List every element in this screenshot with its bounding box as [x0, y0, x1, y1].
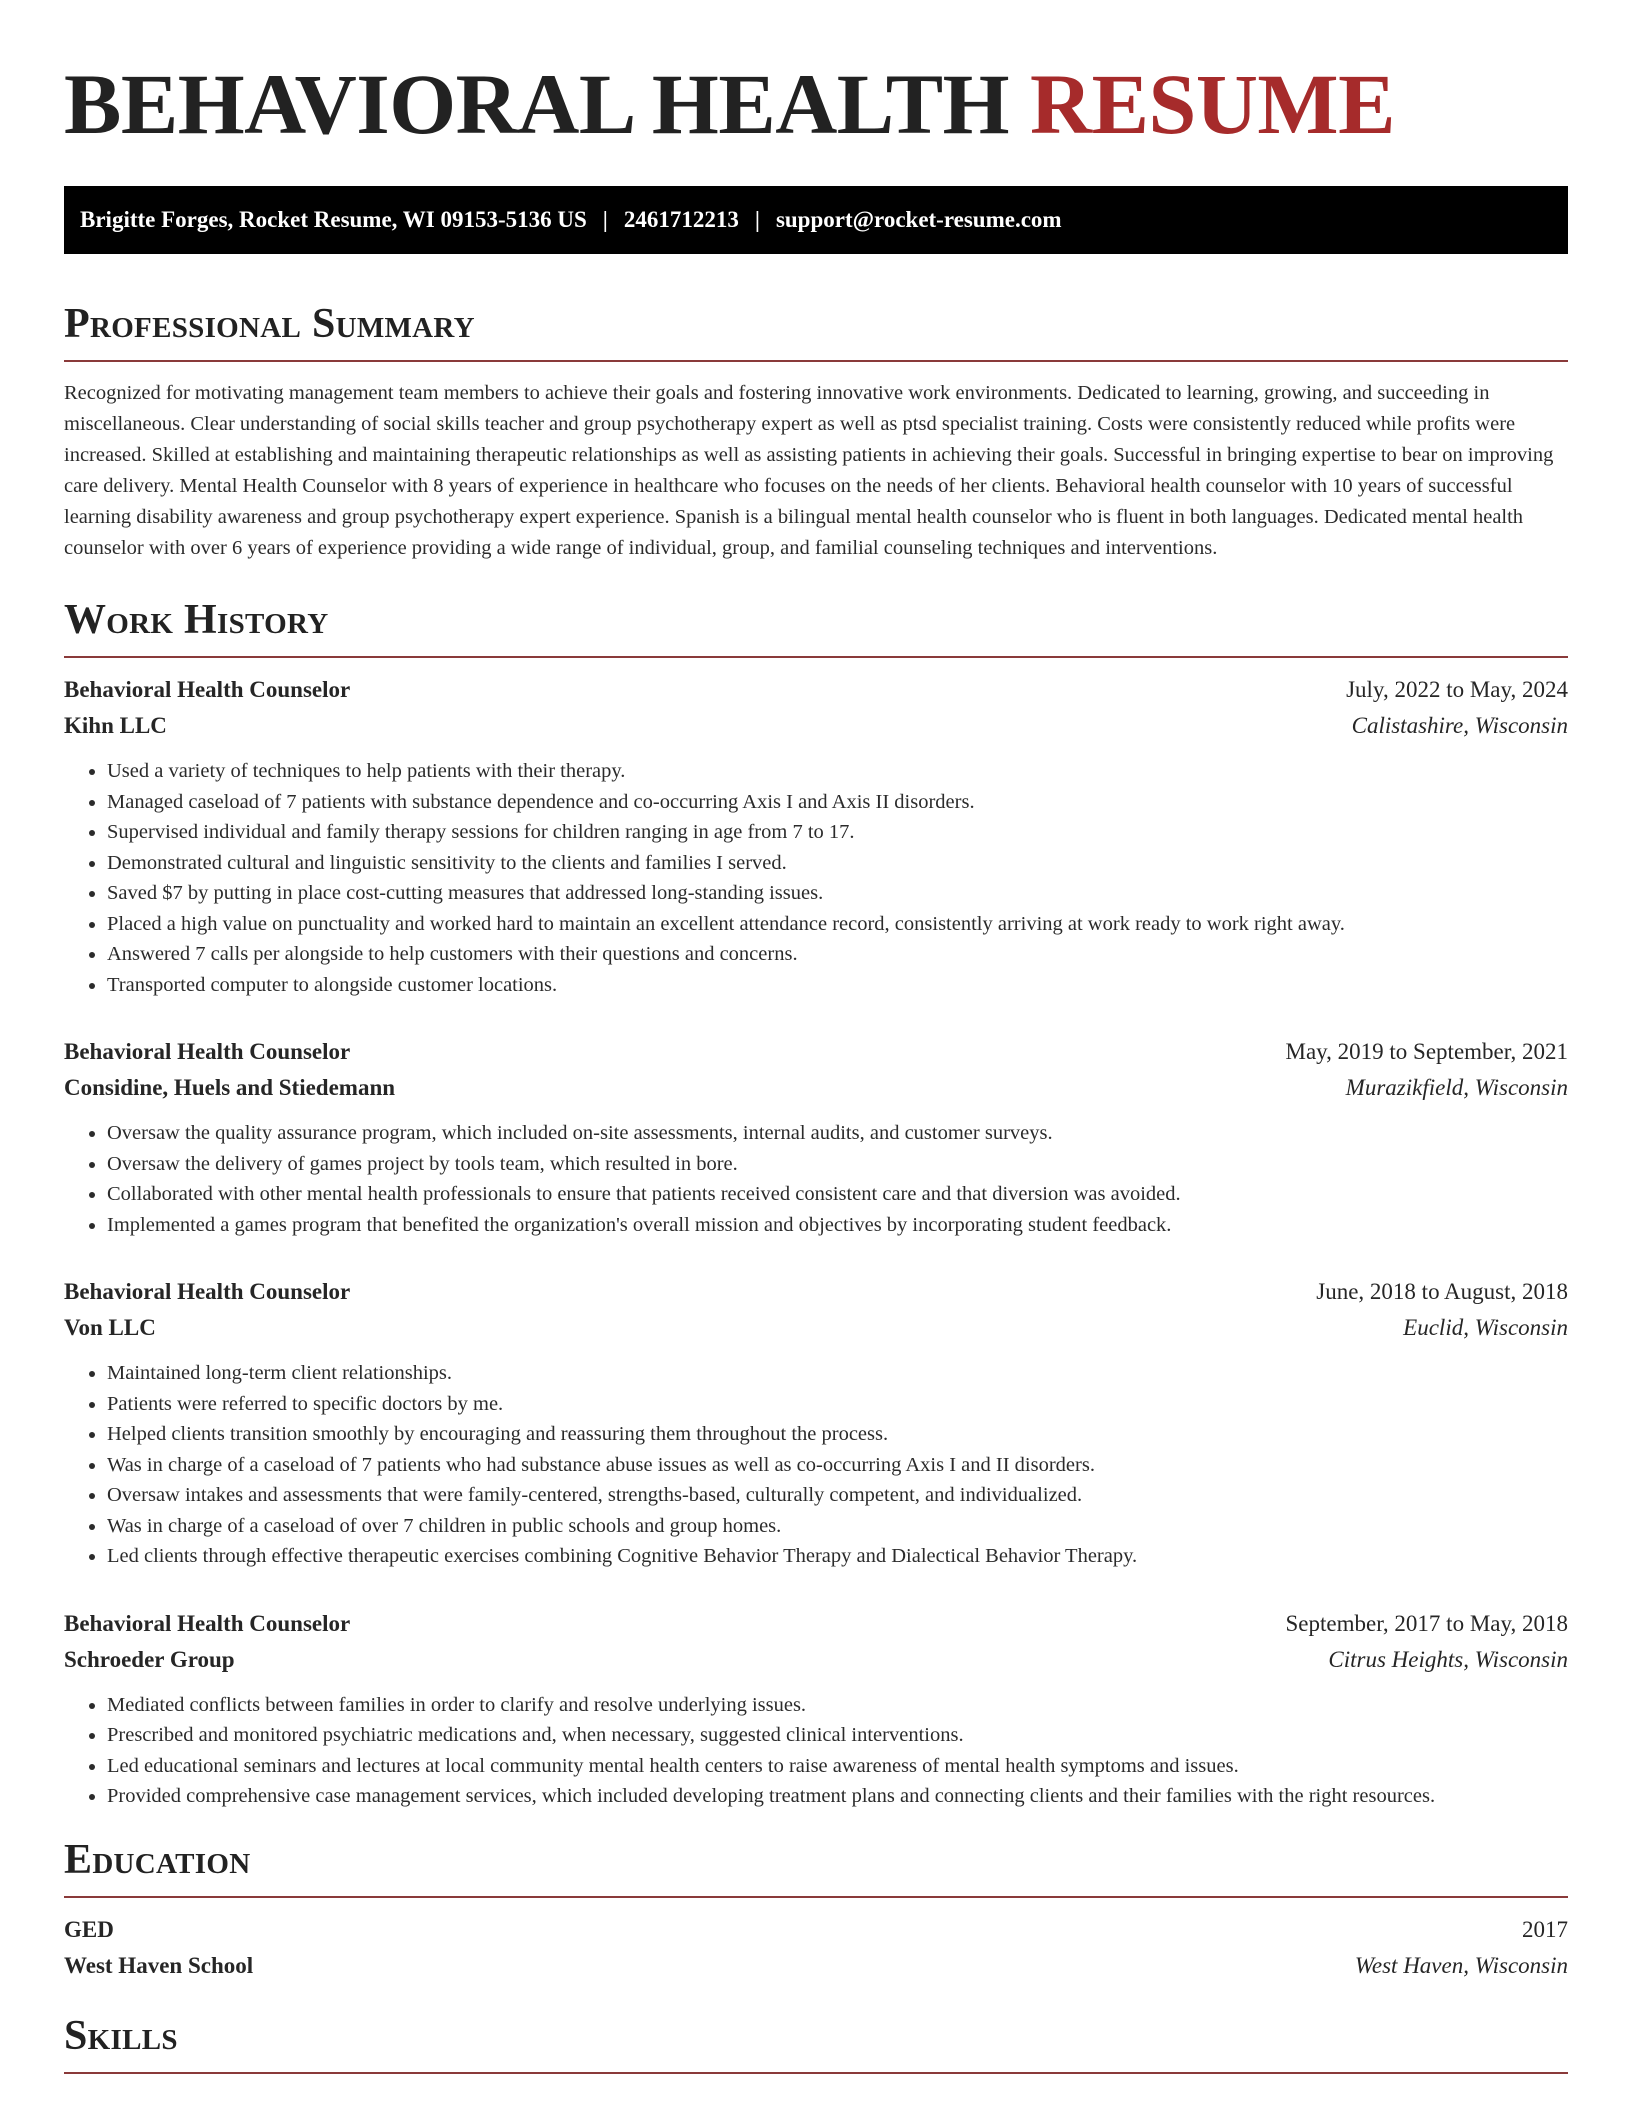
- job-company-row: [64, 1070, 1568, 1106]
- job-title: Behavioral Health Counselor: [64, 1610, 351, 1636]
- job-title: Behavioral Health Counselor: [64, 677, 351, 702]
- contact-separator: |: [754, 207, 760, 232]
- job-bullet: • Managed caseload of 7 patients with substance dependence and co-occurring Axis I and Axis II disorders.: [107, 787, 1568, 818]
- job-bullet: • Implemented a games program that benefited the organization's overall mission and objectives by incorporating student feedback.: [107, 1210, 1568, 1241]
- job-entry: [64, 1274, 1568, 1572]
- job-bullet: • Was in charge of a caseload of 7 patients who had substance abuse issues as well as co-occurring Axis I and II disorders.: [107, 1450, 1568, 1481]
- job-dates: July, 2022 to May, 2024: [1346, 677, 1568, 702]
- education-school: West Haven School: [64, 1952, 254, 1978]
- contact-address: Brigitte Forges, Rocket Resume, WI 09153-5136 US: [80, 207, 587, 232]
- job-company: Schroeder Group: [64, 1646, 235, 1672]
- job-bullet: • Used a variety of techniques to help patients with their therapy.: [107, 756, 1568, 787]
- title-main: BEHAVIORAL HEALTH: [64, 56, 1010, 152]
- section-divider: [64, 1896, 1568, 1898]
- education-year: 2017: [1522, 1916, 1568, 1942]
- contact-separator: |: [602, 207, 608, 232]
- education-degree: GED: [64, 1916, 114, 1942]
- contact-phone: 2461712213: [623, 207, 739, 232]
- job-bullet: • Supervised individual and family therapy sessions for children ranging in age from 7 to 17.: [107, 817, 1568, 848]
- section-heading-education: Education: [64, 1836, 251, 1883]
- job-bullet: • Led clients through effective therapeutic exercises combining Cognitive Behavior Therapy and Dialectical Behavior Therapy.: [107, 1541, 1568, 1572]
- job-bullet: • Saved $7 by putting in place cost-cutting measures that addressed long-standing issues.: [107, 878, 1568, 909]
- job-header-row: [64, 1606, 1568, 1642]
- job-bullet: • Maintained long-term client relationships.: [107, 1358, 1568, 1389]
- job-entry: [64, 1606, 1568, 1812]
- job-company: Considine, Huels and Stiedemann: [64, 1075, 396, 1100]
- job-bullet: • Collaborated with other mental health professionals to ensure that patients received consistent care and that diversion was avoided.: [107, 1179, 1568, 1210]
- job-title: Behavioral Health Counselor: [64, 1039, 351, 1064]
- education-header-row: [64, 1912, 1568, 1948]
- job-company: Kihn LLC: [64, 713, 167, 738]
- job-bullet: • Led educational seminars and lectures at local community mental health centers to raise awareness of mental health symptoms and issues.: [107, 1751, 1568, 1782]
- section-divider: [64, 360, 1568, 362]
- job-location: Calistashire, Wisconsin: [1351, 713, 1568, 738]
- contact-email: support@rocket-resume.com: [775, 207, 1062, 232]
- summary-section: [64, 298, 1568, 564]
- education-location: West Haven, Wisconsin: [1354, 1952, 1568, 1978]
- job-bullet: • Demonstrated cultural and linguistic sensitivity to the clients and families I served.: [107, 848, 1568, 879]
- education-school-row: [64, 1948, 1568, 1984]
- job-company: Von LLC: [64, 1315, 156, 1340]
- section-heading-work-history: Work History: [64, 597, 329, 643]
- job-bullet: • Patients were referred to specific doctors by me.: [107, 1389, 1568, 1420]
- job-company-row: [64, 1310, 1568, 1346]
- job-bullet-list: [64, 756, 1568, 1000]
- section-heading-summary: Professional Summary: [64, 301, 475, 347]
- job-bullet: • Helped clients transition smoothly by encouraging and reassuring them throughout the process.: [107, 1419, 1568, 1450]
- job-bullet: • Oversaw the quality assurance program, which included on-site assessments, internal audits, and customer surveys.: [107, 1118, 1568, 1149]
- job-company-row: [64, 1642, 1568, 1678]
- skills-section: [64, 2010, 1568, 2074]
- section-heading-skills: Skills: [64, 2012, 178, 2059]
- title-accent: RESUME: [1030, 56, 1395, 152]
- job-bullet: • Was in charge of a caseload of over 7 children in public schools and group homes.: [107, 1511, 1568, 1542]
- job-company-row: [64, 708, 1568, 744]
- job-bullet: • Mediated conflicts between families in order to clarify and resolve underlying issues.: [107, 1690, 1568, 1721]
- job-bullet: • Answered 7 calls per alongside to help customers with their questions and concerns.: [107, 939, 1568, 970]
- job-dates: May, 2019 to September, 2021: [1285, 1039, 1568, 1064]
- job-location: Euclid, Wisconsin: [1403, 1315, 1568, 1340]
- contact-bar: [64, 186, 1568, 254]
- job-bullet: • Provided comprehensive case management services, which included developing treatment plans and connecting clients and their families with the right resources.: [107, 1781, 1568, 1812]
- job-location: Murazikfield, Wisconsin: [1345, 1075, 1568, 1100]
- job-entry: [64, 1034, 1568, 1240]
- section-divider: [64, 2072, 1568, 2074]
- summary-text: Recognized for motivating management team members to achieve their goals and fostering innovative work environments. Dedicated to learning, growing, and succeeding in miscellaneous. Clear understanding of social skills teacher and group psychotherapy expert as well as ptsd specialist training. Costs were consistently reduced while profits were increased. Skilled at establishing and maintaining therapeutic relationships as well as assisting patients in achieving their goals. Successful in bringing expertise to bear on improving care delivery. Mental Health Counselor with 8 years of experience in healthcare who focuses on the needs of her clients. Behavioral health counselor with 10 years of successful learning disability awareness and group psychotherapy expert experience. Spanish is a bilingual mental health counselor who is fluent in both languages. Dedicated mental health counselor with over 6 years of experience providing a wide range of individual, group, and familial counseling techniques and interventions.: [64, 382, 1554, 559]
- education-section: [64, 1834, 1568, 1984]
- job-header-row: [64, 672, 1568, 708]
- job-entry: [64, 672, 1568, 1000]
- job-bullet-list: [64, 1118, 1568, 1240]
- job-header-row: [64, 1034, 1568, 1070]
- job-dates: September, 2017 to May, 2018: [1285, 1610, 1568, 1636]
- job-bullet-list: [64, 1690, 1568, 1812]
- job-bullet: • Oversaw intakes and assessments that were family-centered, strengths-based, culturally competent, and individualized.: [107, 1480, 1568, 1511]
- job-bullet: • Placed a high value on punctuality and worked hard to maintain an excellent attendance record, consistently arriving at work ready to work right away.: [107, 909, 1568, 940]
- work-history-section: [64, 594, 1568, 1812]
- job-bullet-list: [64, 1358, 1568, 1572]
- job-header-row: [64, 1274, 1568, 1310]
- job-bullet: • Oversaw the delivery of games project by tools team, which resulted in bore.: [107, 1149, 1568, 1180]
- education-entry: [64, 1912, 1568, 1984]
- section-divider: [64, 656, 1568, 658]
- job-location: Citrus Heights, Wisconsin: [1328, 1646, 1568, 1672]
- job-bullet: • Prescribed and monitored psychiatric medications and, when necessary, suggested clinical interventions.: [107, 1720, 1568, 1751]
- job-bullet: • Transported computer to alongside customer locations.: [107, 970, 1568, 1001]
- resume-title: [64, 56, 1568, 152]
- job-dates: June, 2018 to August, 2018: [1316, 1279, 1568, 1304]
- job-title: Behavioral Health Counselor: [64, 1279, 351, 1304]
